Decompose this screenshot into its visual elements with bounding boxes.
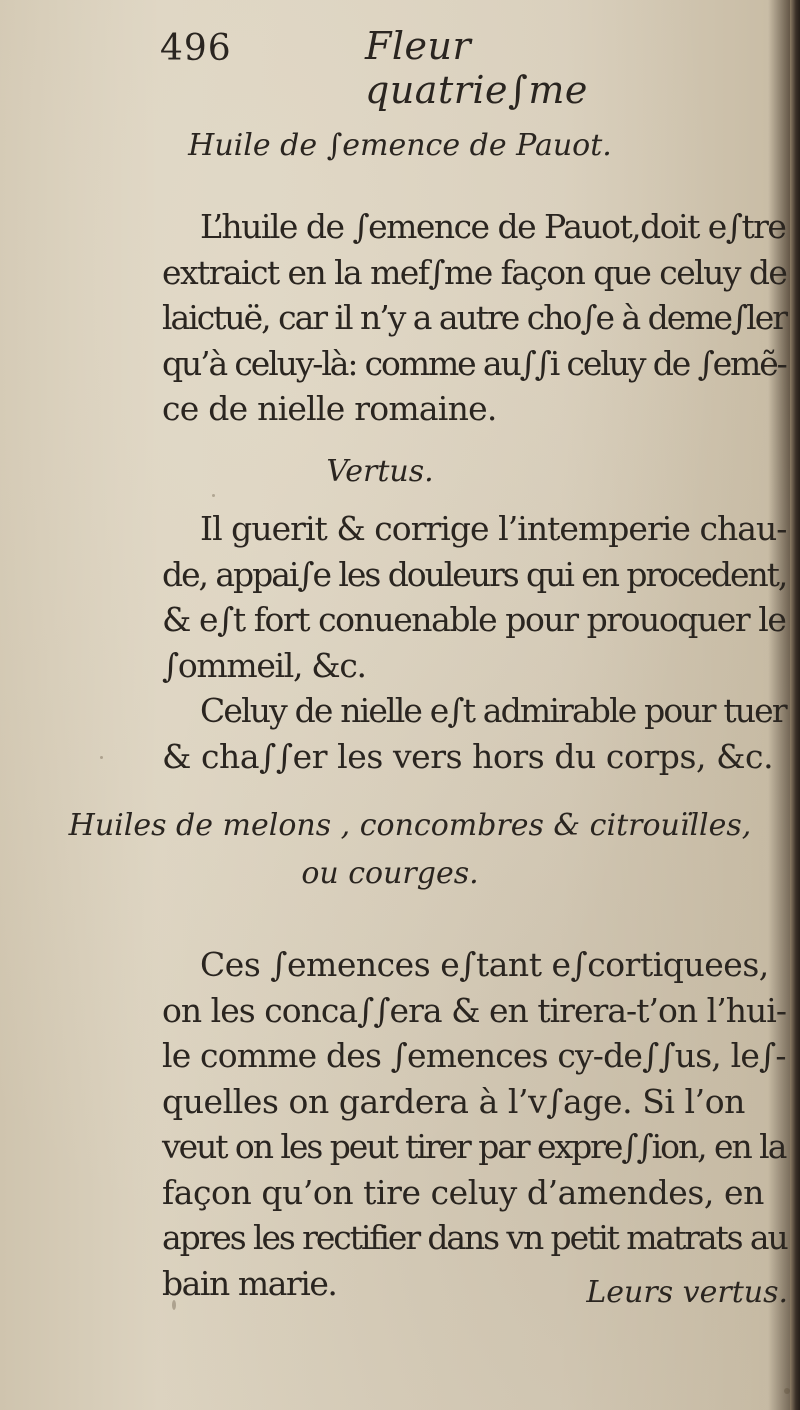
text-line: Il guerit & corrige l’intemperie chau- <box>200 509 787 548</box>
paragraph-vertus-1 <box>162 506 800 688</box>
page-header <box>160 22 680 112</box>
text-line: apres les rectifier dans vn petit matrats au <box>162 1218 787 1257</box>
paper-speck <box>172 1300 176 1310</box>
paper-speck <box>100 756 103 759</box>
text-line: ce de nielle romaine. <box>162 389 497 428</box>
text-line: le comme des ∫emences cy-de∫∫us, le∫- <box>162 1036 786 1075</box>
section-title-huiles-melons-line2: ou courges. <box>301 856 479 891</box>
catchword: Leurs vertus. <box>586 1275 788 1310</box>
running-head: Fleur quatrie∫me <box>365 24 588 112</box>
text-line: extraict en la mef∫me façon que celuy de <box>162 252 787 292</box>
text-line: & e∫t fort conuenable pour prouoquer le <box>162 600 786 639</box>
paper-speck <box>784 1388 790 1394</box>
text-line: & cha∫∫er les vers hors du corps, &c. <box>162 736 774 776</box>
text-line: laictuë, car il n’y a autre cho∫e à deme∫ler <box>162 298 786 337</box>
section-title-vertus: Vertus. <box>326 454 434 489</box>
page-number: 496 <box>160 28 232 69</box>
paragraph-huile-pauot <box>162 204 800 432</box>
text-line: quelles on gardera à l’v∫age. Si l’on <box>162 1081 746 1121</box>
text-line: L’huile de ∫emence de Pauot,doit e∫tre <box>200 207 786 246</box>
section-title-huiles-melons: Huiles de melons , concombres & citrouïlles, <box>68 808 752 843</box>
text-line: bain marie. <box>162 1263 337 1303</box>
section-title-huile-pauot: Huile de ∫emence de Pauot. <box>188 128 612 163</box>
text-line: veut on les peut tirer par expre∫∫ion, en la <box>162 1127 786 1166</box>
text-line: Ces ∫emences e∫tant e∫cortiquees, <box>200 945 769 984</box>
text-line: ∫ommeil, &c. <box>162 645 366 685</box>
text-line: façon qu’on tire celuy d’amendes, en <box>162 1172 764 1212</box>
paragraph-huiles-melons <box>162 942 800 1306</box>
paper-speck <box>212 494 215 497</box>
text-line: on les conca∫∫era & en tirera-t’on l’hui- <box>162 990 787 1030</box>
text-line: qu’à celuy-là: comme au∫∫i celuy de ∫emẽ- <box>162 343 786 383</box>
text-line: de, appai∫e les douleurs qui en procedent, <box>162 554 787 594</box>
text-line: Celuy de nielle e∫t admirable pour tuer <box>200 691 786 730</box>
paragraph-vertus-2 <box>162 688 800 779</box>
